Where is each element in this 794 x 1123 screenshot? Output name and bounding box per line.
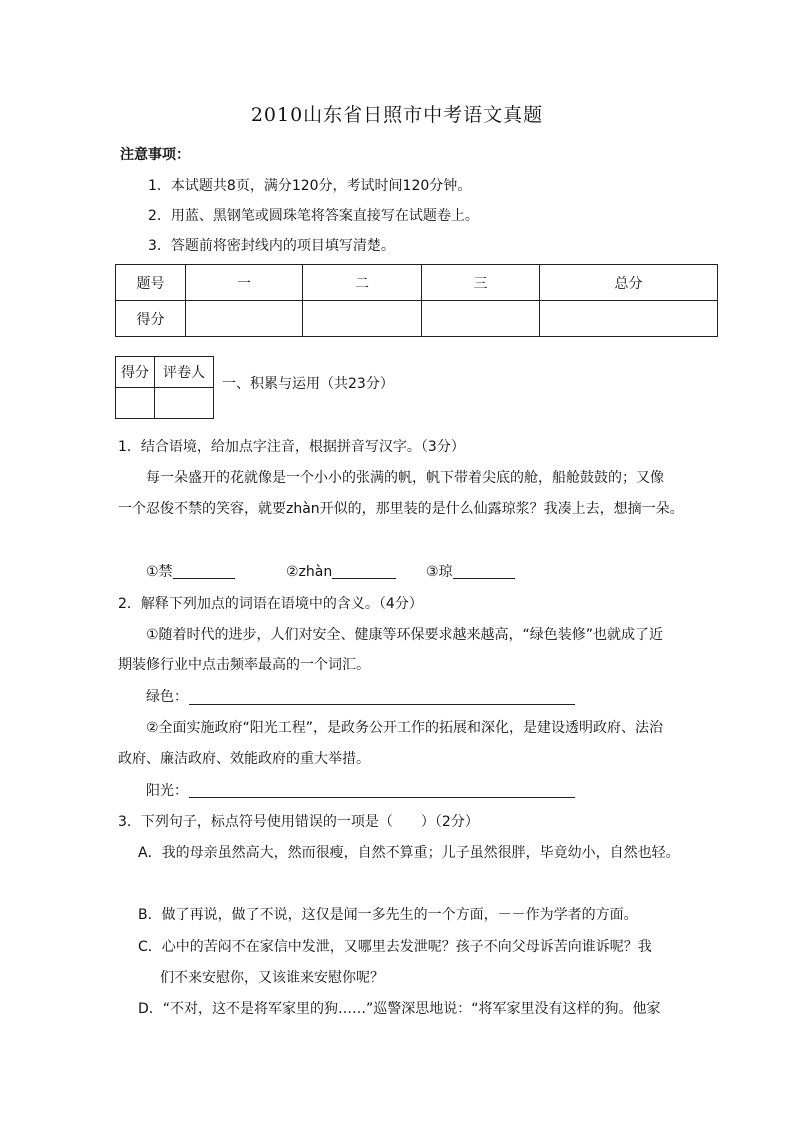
score-cell[interactable] bbox=[540, 301, 718, 337]
grader-name-label: 评卷人 bbox=[155, 357, 214, 388]
passage-text: 每一朵盛开的花就像是一个小小的张满的帆，帆下带着尖底的舱，船舱鼓鼓的；又像 bbox=[146, 470, 664, 486]
table-row bbox=[116, 265, 718, 301]
passage-text: 一个忍俊不禁的笑容，就要zhàn开似的，那里装的是什么仙露琼浆？我凑上去，想摘一朵。 bbox=[118, 501, 684, 517]
grader-score-cell[interactable] bbox=[116, 388, 155, 419]
question-stem: 2．解释下列加点的词语在语境中的含义。（4分） bbox=[118, 596, 423, 612]
table-row bbox=[116, 357, 214, 388]
notice-item: 2．用蓝、黑钢笔或圆珠笔将答案直接写在试题卷上。 bbox=[148, 208, 479, 224]
answer-input[interactable] bbox=[173, 564, 235, 579]
blank-label: ③琼 bbox=[426, 564, 453, 580]
table-header-cell: 三 bbox=[422, 265, 540, 301]
question-stem: 1．结合语境，给加点字注音，根据拼音写汉字。（3分） bbox=[118, 439, 465, 455]
blank-label: ①禁 bbox=[146, 564, 173, 580]
table-header-cell: 二 bbox=[303, 265, 422, 301]
answer-line[interactable] bbox=[189, 704, 575, 705]
passage-text: ①随着时代的进步，人们对安全、健康等环保要求越来越高，“绿色装修”也就成了近 bbox=[146, 627, 664, 643]
answer-blank-3 bbox=[426, 564, 515, 579]
answer-blank-2 bbox=[286, 564, 396, 579]
option-a: A．我的母亲虽然高大，然而很瘦，自然不算重；儿子虽然很胖，毕竟幼小，自然也轻。 bbox=[138, 845, 680, 861]
grader-table bbox=[115, 356, 214, 419]
table-row-label: 得分 bbox=[116, 301, 186, 337]
option-c: C．心中的苦闷不在家信中发泄，又哪里去发泄呢？孩子不向父母诉苦向谁诉呢？我 bbox=[138, 939, 652, 955]
table-header-cell: 题号 bbox=[116, 265, 186, 301]
page-title: 2010山东省日照市中考语文真题 bbox=[250, 104, 544, 126]
answer-label: 绿色： bbox=[146, 689, 188, 705]
score-table bbox=[115, 264, 718, 337]
passage-text: 政府、廉洁政府、效能政府的重大举措。 bbox=[118, 751, 370, 767]
score-cell[interactable] bbox=[422, 301, 540, 337]
option-d: D．“不对，这不是将军家里的狗……”巡警深思地说：“将军家里没有这样的狗。他家 bbox=[138, 1001, 661, 1017]
blank-label: ②zhàn bbox=[286, 564, 333, 580]
table-header-cell: 一 bbox=[186, 265, 303, 301]
passage-text: 期装修行业中点击频率最高的一个词汇。 bbox=[118, 657, 370, 673]
option-b: B．做了再说，做了不说，这仅是闻一多先生的一个方面，－－作为学者的方面。 bbox=[138, 907, 638, 923]
grader-score-label: 得分 bbox=[116, 357, 155, 388]
table-row bbox=[116, 301, 718, 337]
answer-line[interactable] bbox=[189, 797, 575, 798]
passage-text: ②全面实施政府“阳光工程”，是政务公开工作的拓展和深化，是建设透明政府、法治 bbox=[146, 720, 664, 736]
table-row bbox=[116, 388, 214, 419]
answer-input[interactable] bbox=[453, 564, 515, 579]
answer-input[interactable] bbox=[332, 564, 396, 579]
notice-item: 1．本试题共8页，满分120分，考试时间120分钟。 bbox=[148, 178, 472, 194]
notice-item: 3．答题前将密封线内的项目填写清楚。 bbox=[148, 238, 395, 254]
answer-blank-1 bbox=[146, 564, 235, 579]
grader-name-cell[interactable] bbox=[155, 388, 214, 419]
notice-heading: 注意事项： bbox=[120, 147, 190, 163]
table-header-cell: 总分 bbox=[540, 265, 718, 301]
score-cell[interactable] bbox=[303, 301, 422, 337]
option-c-continued: 们不来安慰你，又该谁来安慰你呢？ bbox=[160, 970, 384, 986]
question-stem: 3．下列句子，标点符号使用错误的一项是（ ）（2分） bbox=[118, 814, 479, 830]
section-title: 一、积累与运用（共23分） bbox=[222, 376, 394, 392]
score-cell[interactable] bbox=[186, 301, 303, 337]
answer-label: 阳光： bbox=[146, 783, 188, 799]
